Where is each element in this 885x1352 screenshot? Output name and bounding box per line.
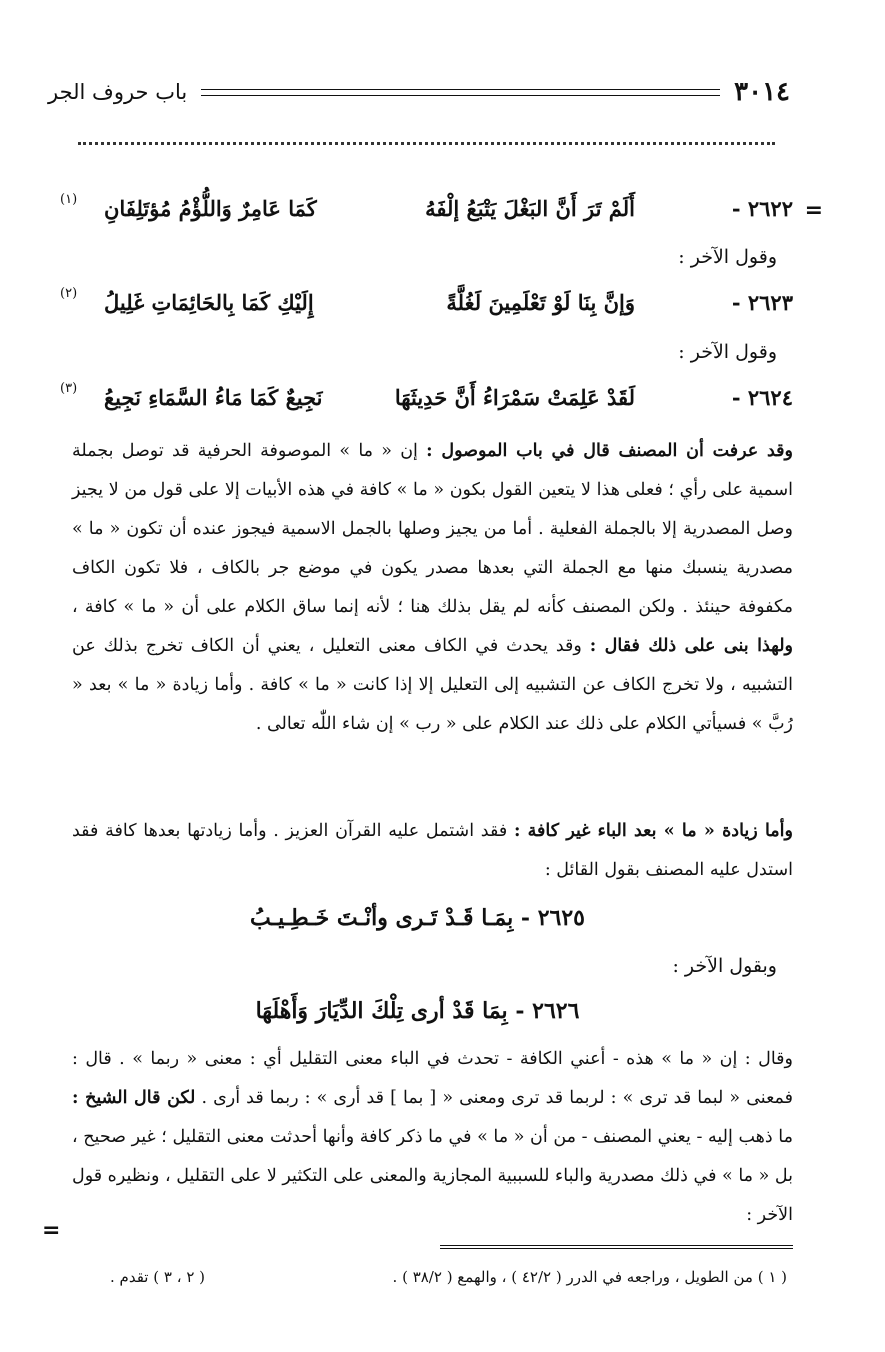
bold-phrase: وقد عرفت أن المصنف قال في باب الموصول : xyxy=(426,441,793,461)
footnote-ref: (٣) xyxy=(60,381,78,396)
paragraph-text: إن « ما » الموصوفة الحرفية قد توصل بجملة اسمية على رأي ؛ فعلى هذا لا يتعين القول بكون « ما » كافة في هذه الأبيات إلا على قول من لا يجيز وصل المصدرية إلا بالجملة الفعلية . أما من يجيز وصلها بالجمل الاسمية فيجوز عنده أن تكون « ما » مصدرية ينسبك منها مع الجملة التي بعدها مصدر يكون في موضع جر بالكاف ، فلا تكون الكاف مكفوفة حينئذ . ولكن المصنف كأنه لم يقل بذلك هنا ؛ لأنه إنما ساق الكلام على أن « ما » كافة ، xyxy=(72,441,793,617)
paragraph-text: وقال : إن « ما » هذه - أعني الكافة - تحدث في الباء معنى التقليل أي : معنى « ربما » . قال : فمعنى « لبما قد ترى » : لربما قد ترى ومعنى « [ بما ] قد أرى » : ربما قد أرى . xyxy=(72,1049,793,1108)
page-number: ٣٠١٤ xyxy=(734,77,790,107)
bold-phrase: وأما زيادة « ما » بعد الباء غير كافة : xyxy=(513,821,793,841)
header-rule xyxy=(201,89,720,96)
footnotes xyxy=(110,1268,787,1286)
verse-number: ٢٦٢٣ - xyxy=(731,290,793,315)
footnote-rule xyxy=(440,1245,793,1249)
footnote-ref: (١) xyxy=(60,192,78,207)
verse-hemistich-first: أَلَمْ تَرَ أَنَّ البَغْلَ يَتْبَعُ إلْفَهُ xyxy=(425,196,635,221)
paragraph-1 xyxy=(72,432,793,744)
verse-hemistich-second: نَجِيعٌ كَمَا مَاءُ السَّمَاءِ نَجِيعُ xyxy=(104,385,323,410)
continuation-mark-top: = xyxy=(804,198,823,223)
verse-number: ٢٦٢٤ - xyxy=(731,385,793,410)
verse-2622 xyxy=(60,192,793,240)
page-header xyxy=(48,72,790,112)
bold-phrase: لكن قال الشيخ : xyxy=(72,1088,196,1108)
verse-intro: وبقول الآخر : xyxy=(672,955,777,977)
footnote-ref: (٢) xyxy=(60,286,78,301)
verse-intro: وقول الآخر : xyxy=(678,246,777,268)
verse-2625: ٢٦٢٥ - بِمَـا قَـدْ تَـرى وأنْـتَ خَـطِـيـبُ xyxy=(250,905,585,931)
verse-intro: وقول الآخر : xyxy=(678,341,777,363)
paragraph-text: فقد اشتمل عليه القرآن العزيز . وأما زيادتها بعدها كافة فقد استدل عليه المصنف بقول القائل : xyxy=(72,821,793,880)
paragraph-text: وقد يحدث في الكاف معنى التعليل ، يعني أن الكاف تخرج بذلك عن التشبيه ، ولا تخرج الكاف عن التشبيه إلى التعليل إلا إذا كانت « ما » كافة . وأما زيادة « ما » بعد « رُبَّ » فسيأتي الكلام على ذلك عند الكلام على « رب » إن شاء اللّٰه تعالى . xyxy=(72,636,793,734)
verse-2623 xyxy=(60,286,793,334)
verse-2624 xyxy=(60,381,793,429)
verse-2626: ٢٦٢٦ - بِمَا قَدْ أرى تِلْكَ الدِّيَارَ وَأَهْلَهَا xyxy=(255,998,580,1024)
verse-hemistich-first: وَإنَّ بِنَا لَوْ تَعْلَمِينَ لَغُلَّةً xyxy=(446,290,635,315)
bold-phrase: ولهذا بنى على ذلك فقال : xyxy=(589,636,793,656)
dotted-separator xyxy=(78,142,775,145)
verse-hemistich-first: لَقَدْ عَلِمَتْ سَمْرَاءُ أَنَّ حَدِيثَهَا xyxy=(394,385,635,410)
continuation-mark-bottom: = xyxy=(42,1218,61,1243)
footnote-2-3: ( ٢ ، ٣ ) تقدم . xyxy=(110,1268,205,1286)
verse-hemistich-second: كَمَا عَامِرٌ وَاللُّؤْمُ مُؤتَلِفَانِ xyxy=(104,196,317,221)
chapter-title: باب حروف الجر xyxy=(48,80,188,104)
footnote-1: ( ١ ) من الطويل ، وراجعه في الدرر ( ٤٢/٢ ) ، والهمع ( ٣٨/٢ ) . xyxy=(392,1268,787,1286)
paragraph-text: ما ذهب إليه - يعني المصنف - من أن « ما » في ما ذكر كافة وأنها أحدثت معنى التقليل ؛ غير صحيح ، بل « ما » في ذلك مصدرية والباء للسببية المجازية والمعنى على التكثير لا على التقليل ، ونظيره قول الآخر : xyxy=(72,1127,793,1225)
paragraph-3 xyxy=(72,1040,793,1235)
verse-hemistich-second: إِلَيْكِ كَمَا بِالحَائِمَاتِ غَلِيلُ xyxy=(104,290,314,315)
verse-number: ٢٦٢٢ - xyxy=(731,196,793,221)
paragraph-2 xyxy=(72,812,793,890)
